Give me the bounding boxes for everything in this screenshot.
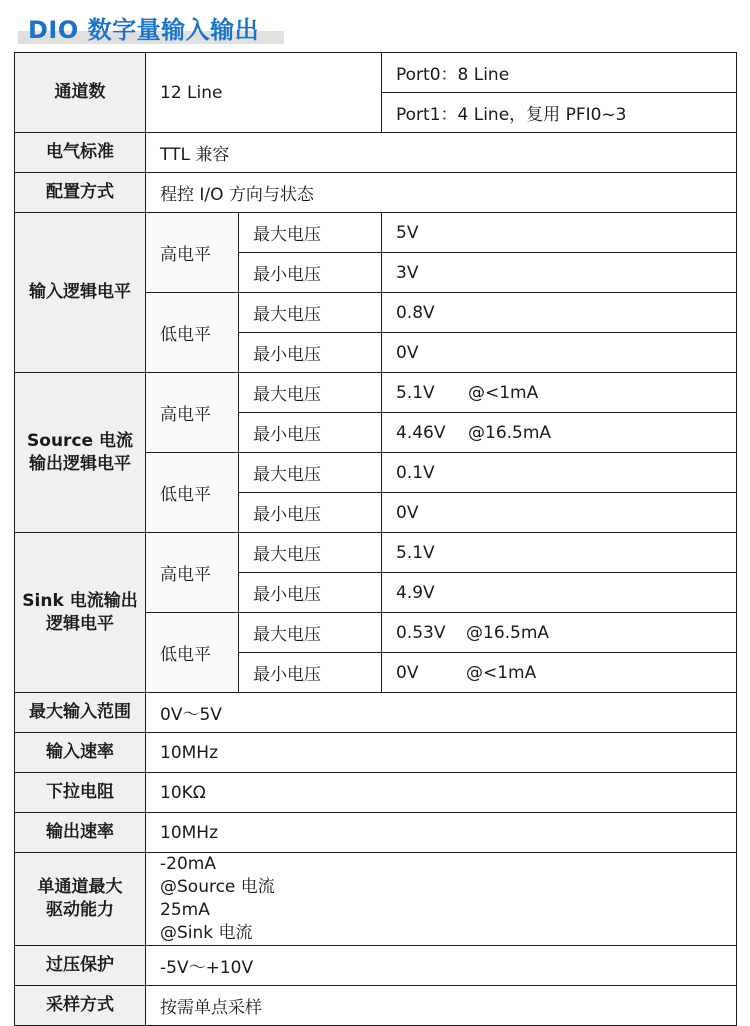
value-sink-high-min: 4.9V	[382, 573, 737, 613]
label-input-logic: 输入逻辑电平	[15, 213, 146, 373]
label-sink-high-min: 最小电压	[239, 573, 382, 613]
table-row-config	[15, 173, 737, 213]
label-drive	[15, 853, 146, 946]
label-source-low-max: 最大电压	[239, 453, 382, 493]
value-sampling: 按需单点采样	[146, 986, 737, 1026]
value-source-high-min: 4.46V	[396, 422, 446, 443]
label-channels: 通道数	[15, 53, 146, 133]
note-drive-source: @Source 电流	[160, 877, 275, 897]
label-output-rate: 输出速率	[15, 813, 146, 853]
value-drive	[146, 853, 737, 946]
label-sink-high-max: 最大电压	[239, 533, 382, 573]
value-drive-sink: 25mA	[160, 900, 210, 920]
value-source-high-max: 5.1V	[396, 382, 435, 403]
label-input-high-min: 最小电压	[239, 253, 382, 293]
section-title-block	[14, 6, 284, 42]
label-input-high: 高电平	[146, 213, 239, 293]
label-sink-low: 低电平	[146, 613, 239, 693]
value-electrical: TTL 兼容	[146, 133, 737, 173]
label-input-high-max: 最大电压	[239, 213, 382, 253]
note-source-high-max: @<1mA	[468, 382, 539, 403]
value-drive-line2	[160, 899, 736, 945]
table-row-overvoltage	[15, 946, 737, 986]
value-source-low-min: 0V	[382, 493, 737, 533]
label-source-high-max: 最大电压	[239, 373, 382, 413]
note-sink-low-min: @<1mA	[466, 662, 537, 683]
label-source-line1: Source 电流	[27, 430, 133, 451]
label-input-low-min: 最小电压	[239, 333, 382, 373]
label-pulldown: 下拉电阻	[15, 773, 146, 813]
value-input-high-max: 5V	[382, 213, 737, 253]
section-title: DIO 数字量输入输出	[28, 16, 260, 44]
label-sink-line2: 逻辑电平	[46, 613, 114, 634]
label-sink-low-min: 最小电压	[239, 653, 382, 693]
value-input-low-max: 0.8V	[382, 293, 737, 333]
value-channels: 12 Line	[146, 53, 382, 133]
label-source-low: 低电平	[146, 453, 239, 533]
note-drive-sink: @Sink 电流	[160, 923, 253, 943]
label-sink-logic	[15, 533, 146, 693]
label-input-low-max: 最大电压	[239, 293, 382, 333]
value-output-rate: 10MHz	[146, 813, 737, 853]
value-input-range: 0V～5V	[146, 693, 737, 733]
value-input-high-min: 3V	[382, 253, 737, 293]
value-input-rate: 10MHz	[146, 733, 737, 773]
value-drive-line1	[160, 853, 736, 899]
label-input-range: 最大输入范围	[15, 693, 146, 733]
label-config: 配置方式	[15, 173, 146, 213]
label-sink-line1: Sink 电流输出	[22, 590, 138, 611]
note-sink-low-max: @16.5mA	[466, 622, 550, 643]
label-source-high: 高电平	[146, 373, 239, 453]
label-electrical: 电气标准	[15, 133, 146, 173]
label-source-low-min: 最小电压	[239, 493, 382, 533]
value-source-low-max: 0.1V	[382, 453, 737, 493]
table-row-sink-high-max	[15, 533, 737, 573]
label-sampling: 采样方式	[15, 986, 146, 1026]
table-row-sampling	[15, 986, 737, 1026]
label-sink-low-max: 最大电压	[239, 613, 382, 653]
value-pulldown: 10KΩ	[146, 773, 737, 813]
label-source-logic	[15, 373, 146, 533]
label-drive-line1: 单通道最大	[37, 877, 123, 897]
value-source-high-min-cell	[382, 413, 737, 453]
table-row-source-high-max	[15, 373, 737, 413]
label-input-low: 低电平	[146, 293, 239, 373]
value-sink-low-min-cell	[382, 653, 737, 693]
value-overvoltage: -5V～+10V	[146, 946, 737, 986]
label-drive-line2: 驱动能力	[46, 900, 114, 920]
value-sink-high-max: 5.1V	[382, 533, 737, 573]
table-row-drive	[15, 853, 737, 946]
value-source-high-max-cell	[382, 373, 737, 413]
value-sink-low-min: 0V	[396, 662, 419, 683]
label-sink-high: 高电平	[146, 533, 239, 613]
value-port0: Port0：8 Line	[382, 53, 737, 93]
label-input-rate: 输入速率	[15, 733, 146, 773]
label-source-line2: 输出逻辑电平	[29, 453, 131, 474]
value-sink-low-max-cell	[382, 613, 737, 653]
table-row-input-range	[15, 693, 737, 733]
value-port1: Port1：4 Line，复用 PFI0~3	[382, 93, 737, 133]
table-row-pulldown	[15, 773, 737, 813]
note-source-high-min: @16.5mA	[468, 422, 552, 443]
label-source-high-min: 最小电压	[239, 413, 382, 453]
table-row-electrical	[15, 133, 737, 173]
label-overvoltage: 过压保护	[15, 946, 146, 986]
table-row-channels	[15, 53, 737, 93]
value-sink-low-max: 0.53V	[396, 622, 446, 643]
value-input-low-min: 0V	[382, 333, 737, 373]
table-row-output-rate	[15, 813, 737, 853]
value-config: 程控 I/O 方向与状态	[146, 173, 737, 213]
table-row-input-rate	[15, 733, 737, 773]
table-row-input-high-max	[15, 213, 737, 253]
spec-table	[14, 52, 737, 1026]
value-drive-source: -20mA	[160, 854, 216, 874]
